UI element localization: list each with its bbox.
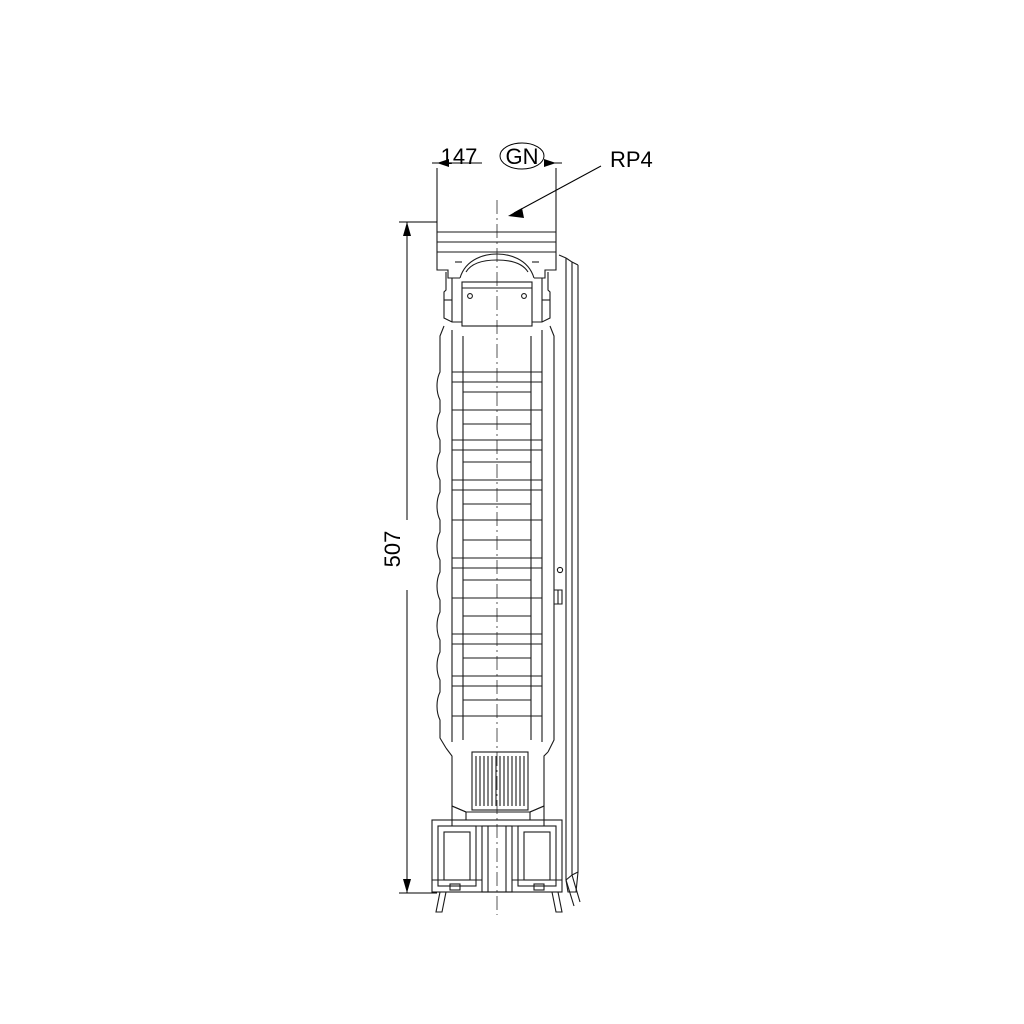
height-dimension-value: 507 <box>380 530 405 568</box>
rp4-leader-group <box>508 166 601 218</box>
rp4-callout-label: RP4 <box>610 147 653 172</box>
outer-shroud <box>559 255 578 892</box>
stage-stack <box>437 326 554 752</box>
width-dimension-value: 147 <box>440 144 478 169</box>
cable-guard <box>554 567 563 604</box>
gn-balloon-label: GN <box>505 144 539 169</box>
pump-geometry <box>432 232 580 912</box>
